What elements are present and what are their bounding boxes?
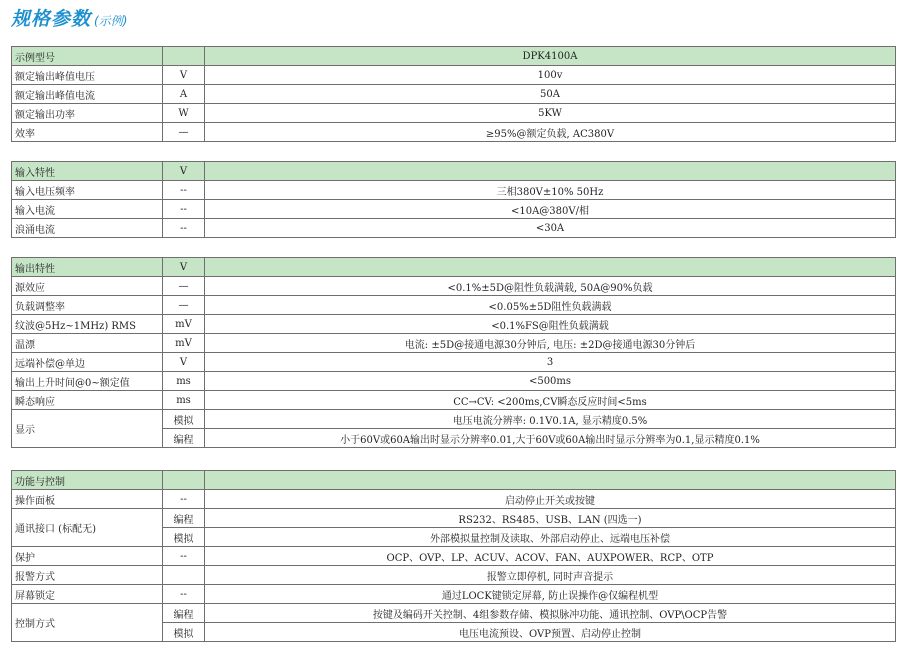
row-unit: 编程 bbox=[163, 509, 205, 528]
row-unit: — bbox=[163, 277, 205, 296]
table-row bbox=[12, 566, 896, 585]
row-unit bbox=[163, 566, 205, 585]
row-value: <30A bbox=[205, 219, 896, 238]
row-value: 外部模拟量控制及读取、外部启动停止、远端电压补偿 bbox=[205, 528, 896, 547]
table-row bbox=[12, 410, 896, 429]
row-value: 3 bbox=[205, 353, 896, 372]
row-unit: — bbox=[163, 123, 205, 142]
header-label: 示例型号 bbox=[12, 47, 163, 66]
row-label: 瞬态响应 bbox=[12, 391, 163, 410]
table-row bbox=[12, 585, 896, 604]
row-unit: 编程 bbox=[163, 429, 205, 448]
table-row bbox=[12, 334, 896, 353]
row-value: <500ms bbox=[205, 372, 896, 391]
row-label: 报警方式 bbox=[12, 566, 163, 585]
table-row bbox=[12, 547, 896, 566]
row-label: 纹波@5Hz~1MHz) RMS bbox=[12, 315, 163, 334]
control-label: 控制方式 bbox=[12, 604, 163, 642]
table-row bbox=[12, 509, 896, 528]
header-value bbox=[205, 471, 896, 490]
spec-table-model bbox=[11, 46, 896, 142]
row-label: 额定输出峰值电流 bbox=[12, 85, 163, 104]
row-value: 5KW bbox=[205, 104, 896, 123]
header-label: 输入特性 bbox=[12, 162, 163, 181]
table-row bbox=[12, 372, 896, 391]
header-value: DPK4100A bbox=[205, 47, 896, 66]
table-row bbox=[12, 353, 896, 372]
row-label: 输入电流 bbox=[12, 200, 163, 219]
row-value: 通过LOCK键锁定屏幕, 防止误操作@仅编程机型 bbox=[205, 585, 896, 604]
row-unit: -- bbox=[163, 219, 205, 238]
row-label: 额定输出峰值电压 bbox=[12, 66, 163, 85]
row-value: 按键及编码开关控制、4组参数存储、模拟脉冲功能、通讯控制、OVP\OCP告警 bbox=[205, 604, 896, 623]
row-value: 50A bbox=[205, 85, 896, 104]
header-label: 功能与控制 bbox=[12, 471, 163, 490]
row-value: 电压电流预设、OVP预置、启动停止控制 bbox=[205, 623, 896, 642]
row-unit: -- bbox=[163, 547, 205, 566]
table-row bbox=[12, 296, 896, 315]
row-unit: 模拟 bbox=[163, 623, 205, 642]
row-value: 启动停止开关或按键 bbox=[205, 490, 896, 509]
row-label: 操作面板 bbox=[12, 490, 163, 509]
row-label: 温漂 bbox=[12, 334, 163, 353]
table-row bbox=[12, 104, 896, 123]
row-label: 浪涌电流 bbox=[12, 219, 163, 238]
row-value: <0.1%FS@阻性负载满载 bbox=[205, 315, 896, 334]
row-label: 保护 bbox=[12, 547, 163, 566]
page-title-main: 规格参数 bbox=[11, 8, 92, 30]
row-value: <10A@380V/相 bbox=[205, 200, 896, 219]
page-title bbox=[11, 6, 127, 32]
table-row bbox=[12, 85, 896, 104]
header-unit bbox=[163, 471, 205, 490]
row-value: 电流: ±5D@接通电源30分钟后, 电压: ±2D@接通电源30分钟后 bbox=[205, 334, 896, 353]
row-unit: 模拟 bbox=[163, 410, 205, 429]
display-label: 显示 bbox=[12, 410, 163, 448]
row-label: 额定输出功率 bbox=[12, 104, 163, 123]
table-row bbox=[12, 200, 896, 219]
row-value: <0.1%±5D@阻性负载满载, 50A@90%负载 bbox=[205, 277, 896, 296]
row-value: RS232、RS485、USB、LAN (四选一) bbox=[205, 509, 896, 528]
row-unit: V bbox=[163, 66, 205, 85]
table-row bbox=[12, 604, 896, 623]
header-label: 输出特性 bbox=[12, 258, 163, 277]
table-row bbox=[12, 219, 896, 238]
row-value: 三相380V±10% 50Hz bbox=[205, 181, 896, 200]
row-unit: 编程 bbox=[163, 604, 205, 623]
row-unit: — bbox=[163, 296, 205, 315]
row-label: 负载调整率 bbox=[12, 296, 163, 315]
header-unit: V bbox=[163, 162, 205, 181]
table-header-row bbox=[12, 162, 896, 181]
spec-table-input bbox=[11, 161, 896, 238]
row-unit: ms bbox=[163, 372, 205, 391]
page-title-sub: (示例) bbox=[94, 14, 128, 28]
spec-table-output bbox=[11, 257, 896, 448]
header-value bbox=[205, 162, 896, 181]
row-label: 远端补偿@单边 bbox=[12, 353, 163, 372]
row-value: <0.05%±5D阻性负载满载 bbox=[205, 296, 896, 315]
row-value: 100v bbox=[205, 66, 896, 85]
row-value: 报警立即停机, 同时声音提示 bbox=[205, 566, 896, 585]
table-row bbox=[12, 66, 896, 85]
row-value: 小于60V或60A输出时显示分辨率0.01,大于60V或60A输出时显示分辨率为0.1,显示精度0.1% bbox=[205, 429, 896, 448]
row-label: 屏幕锁定 bbox=[12, 585, 163, 604]
row-unit: mV bbox=[163, 315, 205, 334]
table-row bbox=[12, 277, 896, 296]
table-header-row bbox=[12, 47, 896, 66]
row-value: 电压电流分辨率: 0.1V0.1A, 显示精度0.5% bbox=[205, 410, 896, 429]
row-label: 输出上升时间@0~额定值 bbox=[12, 372, 163, 391]
row-unit: -- bbox=[163, 181, 205, 200]
row-unit: mV bbox=[163, 334, 205, 353]
row-value: CC→CV: <200ms,CV瞬态反应时间<5ms bbox=[205, 391, 896, 410]
row-unit: A bbox=[163, 85, 205, 104]
table-header-row bbox=[12, 471, 896, 490]
row-label: 效率 bbox=[12, 123, 163, 142]
table-row bbox=[12, 123, 896, 142]
row-unit: -- bbox=[163, 200, 205, 219]
header-unit: V bbox=[163, 258, 205, 277]
spec-table-function bbox=[11, 470, 896, 642]
row-label: 输入电压频率 bbox=[12, 181, 163, 200]
comm-label: 通讯接口 (标配无) bbox=[12, 509, 163, 547]
row-unit: 模拟 bbox=[163, 528, 205, 547]
row-unit: ms bbox=[163, 391, 205, 410]
row-unit: V bbox=[163, 353, 205, 372]
row-unit: -- bbox=[163, 585, 205, 604]
header-unit bbox=[163, 47, 205, 66]
table-row bbox=[12, 490, 896, 509]
table-row bbox=[12, 181, 896, 200]
row-label: 源效应 bbox=[12, 277, 163, 296]
row-unit: -- bbox=[163, 490, 205, 509]
header-value bbox=[205, 258, 896, 277]
table-header-row bbox=[12, 258, 896, 277]
row-value: ≥95%@额定负载, AC380V bbox=[205, 123, 896, 142]
table-row bbox=[12, 391, 896, 410]
row-value: OCP、OVP、LP、ACUV、ACOV、FAN、AUXPOWER、RCP、OTP bbox=[205, 547, 896, 566]
table-row bbox=[12, 315, 896, 334]
row-unit: W bbox=[163, 104, 205, 123]
